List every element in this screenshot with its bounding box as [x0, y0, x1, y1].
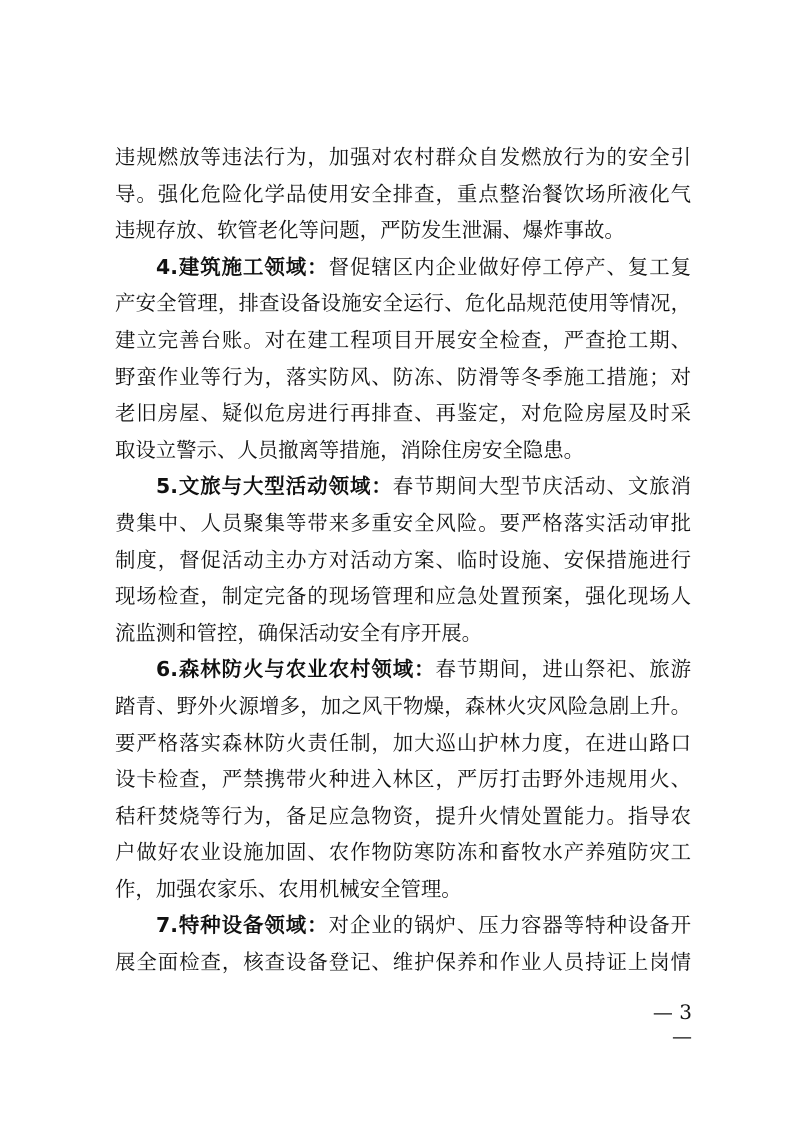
line-text: 建立完善台账。对在建工程项目开展安全检查，严查抢工期、	[115, 327, 691, 352]
text-line	[115, 944, 691, 981]
line-text: 对企业的锅炉、压力容器等特种设备开	[328, 913, 691, 938]
line-text: 设卡检查，严禁携带火种进入林区，严厉打击野外违规用火、	[115, 767, 691, 792]
text-line	[115, 249, 691, 286]
line-text: 流监测和管控，确保活动安全有序开展。	[115, 620, 483, 645]
line-text: 费集中、人员聚集等带来多重安全风险。要严格落实活动审批	[115, 510, 691, 535]
section-heading: 6.森林防火与农业农村领域：	[156, 657, 436, 682]
line-text: 春节期间，进山祭祀、旅游	[435, 657, 691, 682]
section-heading: 7.特种设备领域：	[156, 913, 329, 938]
text-line	[115, 322, 691, 359]
line-text: 制度，督促活动主办方对活动方案、临时设施、安保措施进行	[115, 547, 691, 572]
paragraph	[115, 651, 691, 907]
line-text: 户做好农业设施加固、农作物防寒防冻和畜牧水产养殖防灾工	[115, 840, 691, 865]
text-line	[115, 834, 691, 871]
text-line	[115, 688, 691, 725]
line-text: 秸秆焚烧等行为，备足应急物资，提升火情处置能力。指导农	[115, 803, 691, 828]
line-text: 导。强化危险化学品使用安全排查，重点整治餐饮场所液化气	[115, 181, 691, 206]
line-text: 作，加强农家乐、农用机械安全管理。	[115, 876, 462, 901]
line-text: 春节期间大型节庆活动、文旅消	[392, 474, 691, 499]
line-text: 违规存放、软管老化等问题，严防发生泄漏、爆炸事故。	[115, 218, 625, 243]
text-line	[115, 761, 691, 798]
text-line	[115, 505, 691, 542]
text-line	[115, 615, 691, 652]
text-line	[115, 542, 691, 579]
text-line	[115, 871, 691, 908]
document-body	[115, 139, 691, 981]
paragraph	[115, 907, 691, 980]
line-text: 现场检查，制定完备的现场管理和应急处置预案，强化现场人	[115, 584, 691, 609]
section-heading: 4.建筑施工领域：	[156, 254, 329, 279]
text-line	[115, 212, 691, 249]
paragraph	[115, 249, 691, 469]
line-text: 取设立警示、人员撤离等措施，消除住房安全隐患。	[115, 437, 584, 462]
text-line	[115, 798, 691, 835]
line-text: 野蛮作业等行为，落实防风、防冻、防滑等冬季施工措施；对	[115, 364, 691, 389]
text-line	[115, 285, 691, 322]
line-text: 踏青、野外火源增多，加之风干物燥，森林火灾风险急剧上升。	[115, 693, 691, 718]
page-number: — 3 —	[652, 1000, 692, 1048]
line-text: 产安全管理，排查设备设施安全运行、危化品规范使用等情况，	[115, 291, 691, 316]
line-text: 老旧房屋、疑似危房进行再排查、再鉴定，对危险房屋及时采	[115, 401, 691, 426]
section-heading: 5.文旅与大型活动领域：	[156, 474, 393, 499]
line-text: 展全面检查，核查设备登记、维护保养和作业人员持证上岗情	[115, 950, 691, 975]
paragraph	[115, 468, 691, 651]
text-line	[115, 468, 691, 505]
text-line	[115, 395, 691, 432]
paragraph	[115, 139, 691, 249]
text-line	[115, 651, 691, 688]
text-line	[115, 432, 691, 469]
line-text: 要严格落实森林防火责任制，加大巡山护林力度，在进山路口	[115, 730, 691, 755]
text-line	[115, 907, 691, 944]
text-line	[115, 176, 691, 213]
text-line	[115, 725, 691, 762]
text-line	[115, 359, 691, 396]
text-line	[115, 139, 691, 176]
line-text: 督促辖区内企业做好停工停产、复工复	[328, 254, 691, 279]
text-line	[115, 578, 691, 615]
line-text: 违规燃放等违法行为，加强对农村群众自发燃放行为的安全引	[115, 145, 691, 169]
